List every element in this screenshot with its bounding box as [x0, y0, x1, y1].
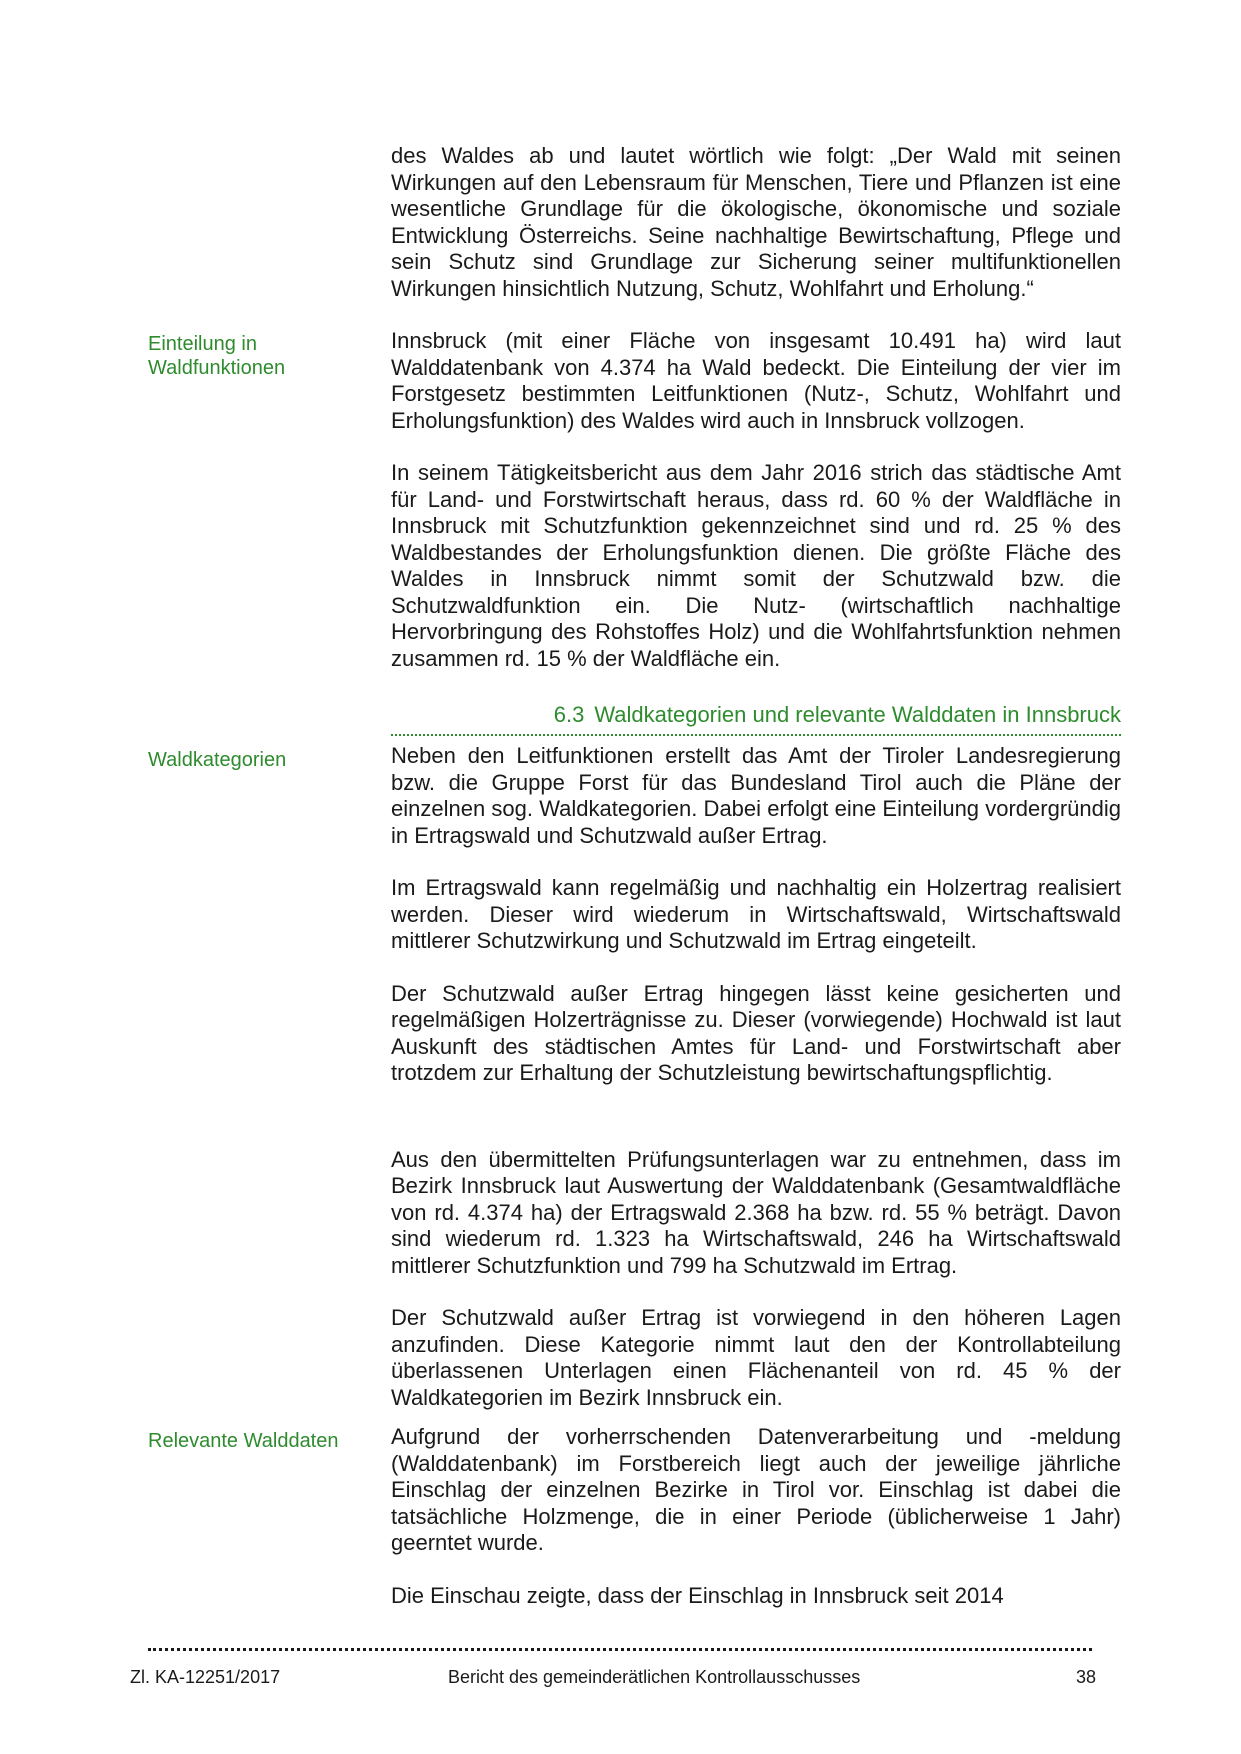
margin-note-relevante-walddaten: Relevante Walddaten — [148, 1430, 339, 1452]
body-block-bottom — [391, 1424, 1121, 1635]
page-footer — [130, 1667, 1096, 1688]
paragraph-ertragswald: Im Ertragswald kann regelmäßig und nachhaltig ein Holzertrag realisiert werden. Dieser wird wiederum in Wirtschaftswald, Wirtschaftswald mittlerer Schutzwirkung und Schutzwald im Ertrag eingeteilt. — [391, 875, 1121, 953]
paragraph-forstgesetz-quote: des Waldes ab und lautet wörtlich wie folgt: „Der Wald mit seinen Wirkungen auf den Lebensraum für Menschen, Tiere und Pflanzen ist eine wesentliche Grundlage für die ökologische, ökonomische und soziale Entwicklung Österreichs. Seine nachhaltige Bewirtschaftung, Pflege und sein Schutz sind Grundlage zur Sicherung seiner multifunktionellen Wirkungen hinsichtlich Nutzung, Schutz, Wohlfahrt und Erholung.“ — [391, 143, 1121, 301]
margin-note-waldkategorien: Waldkategorien — [148, 749, 287, 771]
body-block-top — [391, 143, 1121, 698]
footer-reference: Zl. KA-12251/2017 — [130, 1667, 281, 1687]
paragraph-pruefungsunterlagen: Aus den übermittelten Prüfungsunterlagen war zu entnehmen, dass im Bezirk Innsbruck laut Auswertung der Walddatenbank (Gesamtwaldfläche von rd. 4.374 ha) der Ertragswald 2.368 ha bzw. rd. 55 % beträgt. Davon sind wiederum rd. 1.323 ha Wirtschaftswald, 246 ha Wirtschaftswald mittlerer Schutzfunktion und 799 ha Schutzwald im Ertrag. — [391, 1146, 1121, 1278]
paragraph-leitfunktionen: Neben den Leitfunktionen erstellt das Amt der Tiroler Landesregierung bzw. die Gruppe Forst für das Bundesland Tirol auch die Pläne der einzelnen sog. Waldkategorien. Dabei erfolgt eine Einteilung vordergründig in Ertragswald und Schutzwald außer Ertrag. — [391, 743, 1121, 848]
body-block-middle — [391, 743, 1121, 1437]
margin-note-einteilung: Einteilung in Waldfunktionen — [148, 333, 286, 379]
section-title: Waldkategorien und relevante Walddaten in Innsbruck — [594, 702, 1121, 727]
paragraph-hoehere-lagen: Der Schutzwald außer Ertrag ist vorwiegend in den höheren Lagen anzufinden. Diese Kategorie nimmt laut den der Kontrollabteilung überlassenen Unterlagen einen Flächenanteil von rd. 45 % der Waldkategorien im Bezirk Innsbruck ein. — [391, 1305, 1121, 1410]
paragraph-innsbruck-waldflaeche: Innsbruck (mit einer Fläche von insgesamt 10.491 ha) wird laut Walddatenbank von 4.374 ha Wald bedeckt. Die Einteilung der vier im Forstgesetz bestimmten Leitfunktionen (Nutz-, Schutz, Wohlfahrt und Erholungsfunktion) des Waldes wird auch in Innsbruck vollzogen. — [391, 328, 1121, 433]
section-number: 6.3 — [553, 702, 585, 727]
footer-divider — [148, 1648, 1092, 1651]
paragraph-einschau: Die Einschau zeigte, dass der Einschlag in Innsbruck seit 2014 — [391, 1582, 1004, 1608]
paragraph-taetigkeitsbericht: In seinem Tätigkeitsbericht aus dem Jahr 2016 strich das städtische Amt für Land- und Forstwirtschaft heraus, dass rd. 60 % der Waldfläche in Innsbruck mit Schutzfunktion gekennzeichnet sind und rd. 25 % des Waldbestandes der Erholungsfunktion dienen. Die größte Fläche des Waldes in Innsbruck nimmt somit der Schutzwald bzw. die Schutzwaldfunktion ein. Die Nutz- (wirtschaftlich nachhaltige Hervorbringung des Rohstoffes Holz) und die Wohlfahrtsfunktion nehmen zusammen rd. 15 % der Waldfläche ein. — [391, 460, 1121, 671]
section-heading — [391, 702, 1121, 736]
footer-title: Bericht des gemeinderätlichen Kontrollausschusses — [448, 1667, 861, 1687]
page-number: 38 — [1075, 1667, 1096, 1687]
paragraph-datenverarbeitung: Aufgrund der vorherrschenden Datenverarbeitung und -meldung (Walddatenbank) im Forstbereich liegt auch der jeweilige jährliche Einschlag der einzelnen Bezirke in Tirol vor. Einschlag ist dabei die tatsächliche Holzmenge, die in einer Periode (üblicherweise 1 Jahr) geerntet wurde. — [391, 1424, 1121, 1555]
paragraph-schutzwald-ausser-ertrag: Der Schutzwald außer Ertrag hingegen lässt keine gesicherten und regelmäßigen Holzerträgnisse zu. Dieser (vorwiegende) Hochwald ist laut Auskunft des städtischen Amtes für Land- und Forstwirtschaft aber trotzdem zur Erhaltung der Schutzleistung bewirtschaftungspflichtig. — [391, 980, 1121, 1085]
